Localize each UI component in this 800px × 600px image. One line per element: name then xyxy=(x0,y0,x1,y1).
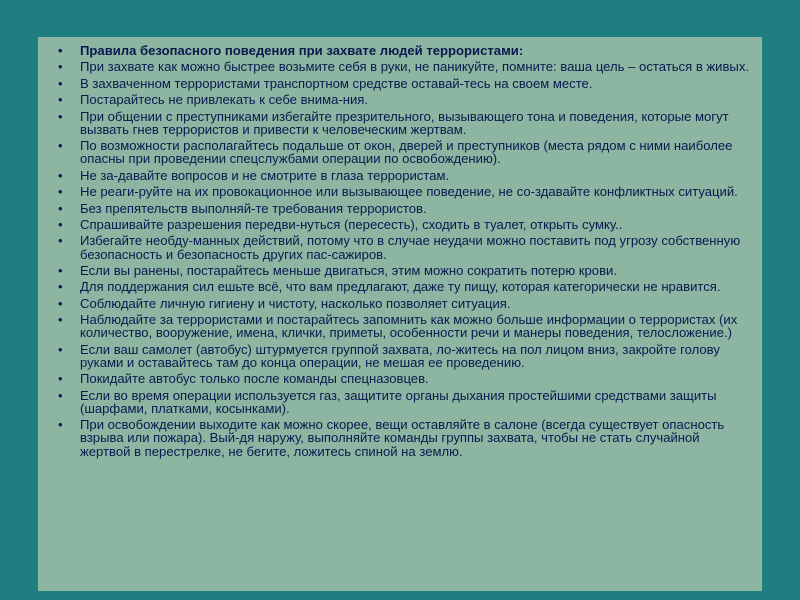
rules-title: • Правила безопасного поведения при захвате людей террористами: xyxy=(58,44,750,57)
list-item: • Если вы ранены, постарайтесь меньше двигаться, этим можно сократить потерю крови. xyxy=(58,264,750,277)
list-item: • При захвате как можно быстрее возьмите себя в руки, не паникуйте, помните: ваша цель – остаться в живых. xyxy=(58,60,750,73)
list-item: • Покидайте автобус только после команды спецназовцев. xyxy=(58,372,750,385)
list-item: • При освобождении выходите как можно скорее, вещи оставляйте в салоне (всегда существует опасность взрыва или пожара). Вый-дя наружу, выполняйте команды группы захвата, чтобы не стать случайной жертвой в перестрелке, не бегите, ложитесь спиной на землю. xyxy=(58,418,750,458)
list-item: • Постарайтесь не привлекать к себе внима-ния. xyxy=(58,93,750,106)
list-item: • В захваченном террористами транспортном средстве оставай-тесь на своем месте. xyxy=(58,77,750,90)
slide-content xyxy=(38,37,762,591)
list-item: • Соблюдайте личную гигиену и чистоту, насколько позволяет ситуация. xyxy=(58,297,750,310)
list-item: • Для поддержания сил ешьте всё, что вам предлагают, даже ту пищу, которая категорически не нравится. xyxy=(58,280,750,293)
list-item: • Избегайте необду-манных действий, потому что в случае неудачи можно поставить под угрозу собственную безопасность и безопасность других пас-сажиров. xyxy=(58,234,750,260)
list-item: • Без препятельств выполняй-те требования террористов. xyxy=(58,202,750,215)
list-item: • При общении с преступниками избегайте презрительного, вызывающего тона и поведения, которые могут вызвать гнев террористов и привести к человеческим жертвам. xyxy=(58,110,750,136)
list-item: • По возможности располагайтесь подальше от окон, дверей и преступников (места рядом с ними наиболее опасны при проведении спецслужбами операции по освобождению). xyxy=(58,139,750,165)
rules-list xyxy=(58,44,750,458)
list-item: • Если ваш самолет (автобус) штурмуется группой захвата, ло-житесь на пол лицом вниз, закройте голову руками и оставайтесь там до конца операции, не мешая ее проведению. xyxy=(58,343,750,369)
list-item: • Если во время операции используется газ, защитите органы дыхания простейшими средствами защиты (шарфами, платками, косынками). xyxy=(58,389,750,415)
list-item: • Не за-давайте вопросов и не смотрите в глаза террористам. xyxy=(58,169,750,182)
list-item: • Наблюдайте за террористами и постарайтесь запомнить как можно больше информации о террористах (их количество, вооружение, имена, клички, приметы, особенности речи и манеры поведения, телосложение.) xyxy=(58,313,750,339)
list-item: • Спрашивайте разрешения передви-нуться (пересесть), сходить в туалет, открыть сумку.. xyxy=(58,218,750,231)
list-item: • Не реаги-руйте на их провокационное или вызывающее поведение, не со-здавайте конфликтных ситуаций. xyxy=(58,185,750,198)
